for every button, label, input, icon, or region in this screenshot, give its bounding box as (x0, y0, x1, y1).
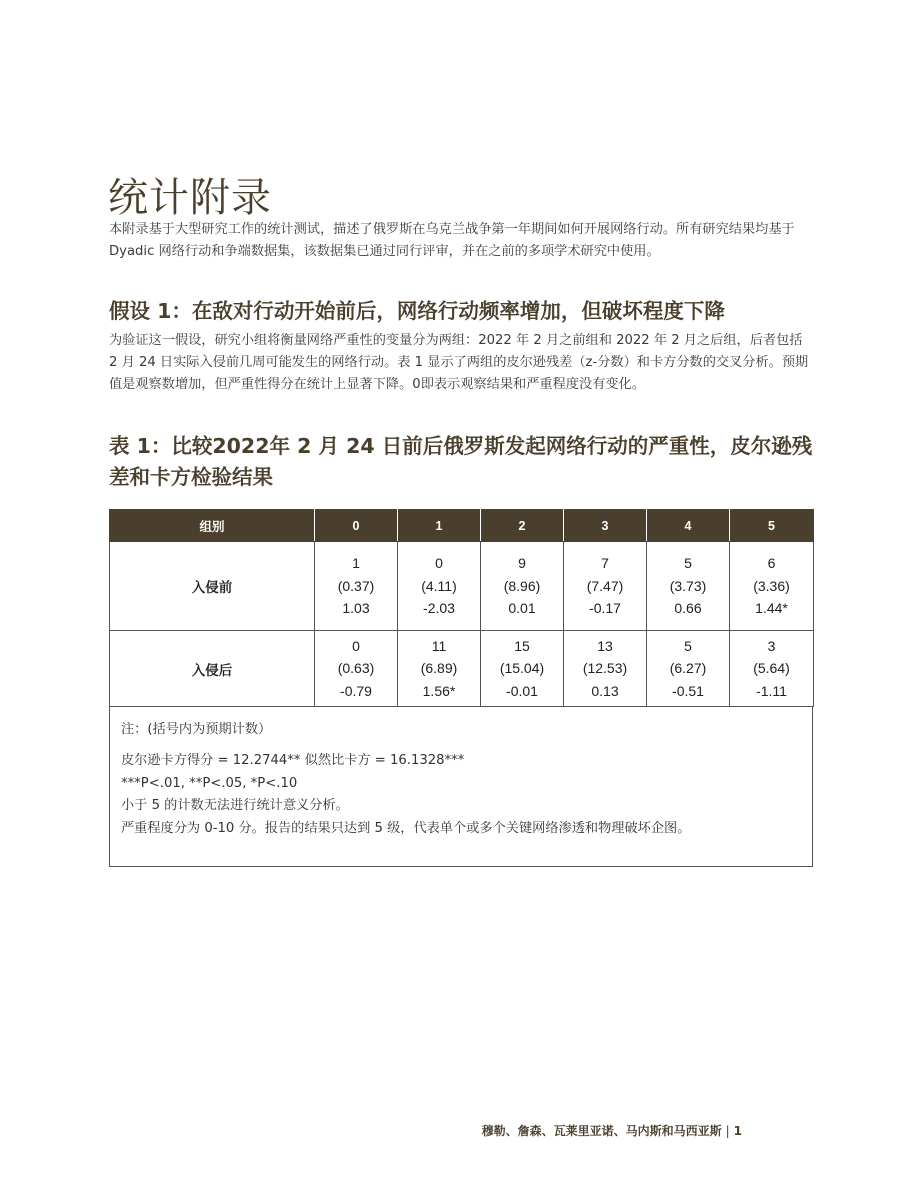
table-cell (481, 631, 564, 707)
header-severity-0: 0 (315, 510, 398, 542)
table-cell (564, 542, 647, 631)
table-cell (647, 631, 730, 707)
expected-count: (4.11) (421, 577, 457, 594)
page-footer (482, 1122, 742, 1139)
header-severity-1: 1 (398, 510, 481, 542)
observed-count: 9 (518, 555, 526, 572)
residual: -2.03 (423, 600, 455, 617)
table-cell (564, 631, 647, 707)
observed-count: 3 (767, 637, 776, 654)
note-severity-scale: 严重程度分为 0-10 分。报告的结果只达到 5 级，代表单个或多个关键网络渗透和物理破坏企图。 (121, 820, 691, 836)
observed-count: 15 (514, 637, 530, 654)
expected-count: (5.64) (753, 660, 790, 677)
header-severity-2: 2 (481, 510, 564, 542)
table-cell (315, 631, 398, 707)
results-table (109, 509, 814, 707)
residual: -1.11 (756, 682, 787, 699)
observed-count: 6 (767, 555, 776, 572)
expected-count: (6.89) (420, 660, 458, 677)
table-cell (481, 542, 564, 631)
notes-lines (121, 750, 690, 840)
observed-count: 0 (352, 637, 360, 654)
residual: 0.66 (674, 600, 702, 617)
header-severity-5: 5 (730, 510, 814, 542)
note-chi-square: 皮尔逊卡方得分 = 12.2744** 似然比卡方 = 16.1328*** (121, 753, 465, 768)
table-cell (398, 542, 481, 631)
expected-count: (3.73) (669, 577, 707, 594)
residual: -0.01 (506, 682, 538, 699)
residual: -0.51 (672, 682, 704, 699)
intro-paragraph: 本附录基于大型研究工作的统计测试，描述了俄罗斯在乌克兰战争第一年期间如何开展网络行动。所有研究结果均基于 Dyadic 网络行动和争端数据集，该数据集已通过同行评审，并在之前的多项学术研究中使用。 (109, 222, 795, 259)
note-small-counts: 小于 5 的计数无法进行统计意义分析。 (121, 798, 349, 813)
page-title: 统计附录 (108, 175, 272, 221)
observed-count: 1 (352, 555, 360, 572)
observed-count: 7 (601, 555, 609, 572)
expected-count: (15.04) (499, 660, 545, 677)
residual: 1.56* (422, 682, 456, 699)
residual: 0.13 (591, 682, 619, 699)
expected-count: (3.36) (753, 577, 790, 594)
expected-count: (0.37) (337, 577, 375, 594)
footer-authors: 穆勒、詹森、瓦莱里亚诺、马内斯和马西亚斯 (481, 1124, 722, 1138)
row-label-after: 入侵后 (110, 631, 315, 707)
residual: 1.03 (342, 600, 370, 617)
header-group: 组别 (110, 510, 315, 542)
header-severity-4: 4 (647, 510, 730, 542)
expected-count: (6.27) (669, 660, 707, 677)
residual: 0.01 (508, 600, 536, 617)
header-severity-3: 3 (564, 510, 647, 542)
note-significance: ***P<.01, **P<.05, *P<.10 (121, 775, 298, 791)
residual: 1.44* (755, 600, 788, 617)
expected-count: (0.63) (337, 660, 375, 677)
table-cell (730, 542, 814, 631)
table-cell (315, 542, 398, 631)
hypothesis-paragraph: 为验证这一假设，研究小组将衡量网络严重性的变量分为两组：2022 年 2 月之前组和 2022 年 2 月之后组，后者包括 2 月 24 日实际入侵前几周可能发生的网络行动。表 1 显示了两组的皮尔逊残差（z-分数）和卡方分数的交叉分析。预期值是观察数增加，但严重性得分在统计上显著下降。0即表示观察结果和严重程度没有变化。 (109, 333, 809, 392)
observed-count: 13 (597, 637, 613, 654)
expected-count: (12.53) (582, 660, 628, 677)
observed-count: 11 (431, 637, 447, 654)
residual: -0.79 (340, 682, 372, 699)
row-label-before: 入侵前 (110, 542, 315, 631)
table-header-row (110, 510, 814, 542)
observed-count: 0 (435, 555, 443, 572)
table-cell (730, 631, 814, 707)
table-cell (398, 631, 481, 707)
residual: -0.17 (589, 600, 621, 617)
hypothesis-heading: 假设 1：在敌对行动开始前后，网络行动频率增加，但破坏程度下降 (109, 299, 725, 323)
table-caption: 表 1：比较2022年 2 月 24 日前后俄罗斯发起网络行动的严重性，皮尔逊残差和卡方检验结果 (109, 434, 813, 489)
table-cell (647, 542, 730, 631)
expected-count: (8.96) (503, 577, 541, 594)
footer-separator: | (725, 1124, 730, 1138)
observed-count: 5 (684, 637, 692, 654)
table-notes (109, 706, 813, 867)
notes-label: 注：(括号内为预期计数） (121, 722, 272, 737)
observed-count: 5 (684, 555, 692, 572)
page-number: 1 (733, 1124, 742, 1138)
table-row-before (110, 542, 814, 631)
table-row-after (110, 631, 814, 707)
expected-count: (7.47) (586, 577, 624, 594)
